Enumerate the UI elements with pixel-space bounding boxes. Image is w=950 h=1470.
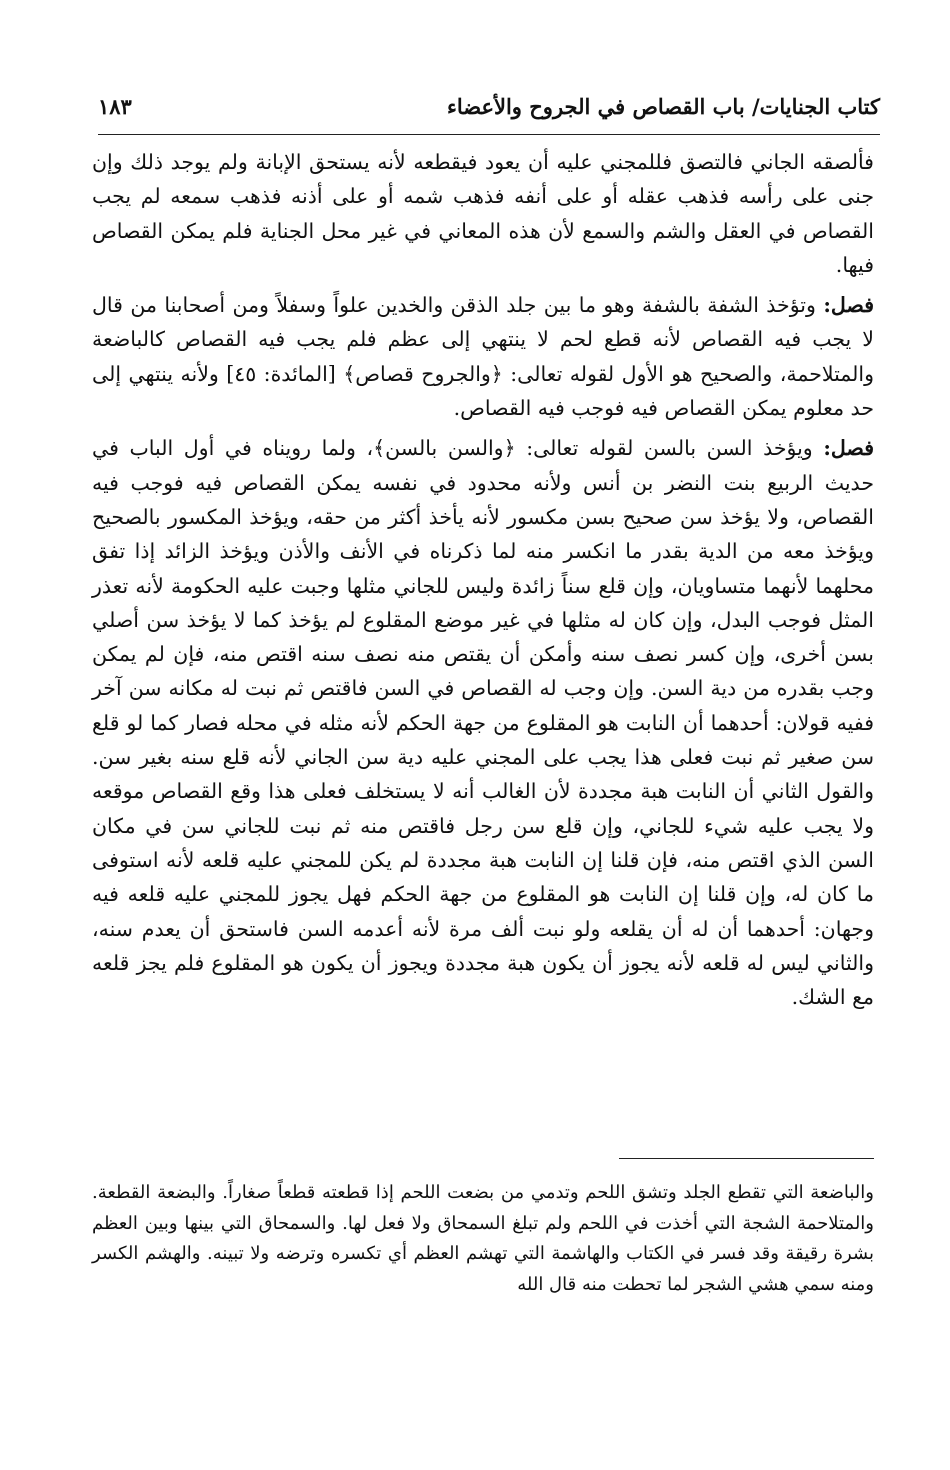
section-heading-fasl: فصل: xyxy=(823,293,874,318)
paragraph-1: فألصقه الجاني فالتصق فللمجني عليه أن يعود فيقطعه لأنه يستحق الإبانة ولم يوجد ذلك وإن جنى على رأسه فذهب عقله أو على أنفه فذهب شمه أو على أذنه فذهب سمعه لم يجب القصاص في العقل والشم والسمع لأن هذه المعاني في غير محل الجناية فلم يمكن القصاص فيها. xyxy=(92,150,874,277)
footnote-divider xyxy=(619,1158,874,1159)
page-number: ١٨٣ xyxy=(98,94,132,119)
main-text xyxy=(92,145,874,1014)
running-title: كتاب الجنايات/ باب القصاص في الجروح والأعضاء xyxy=(446,94,880,119)
paragraph-2-text: وتؤخذ الشفة بالشفة وهو ما بين جلد الذقن والخدين علواً وسفلاً ومن أصحابنا من قال لا يجب فيه القصاص لأنه قطع لحم لا ينتهي إلى عظم فلم يجب فيه القصاص كالباضعة والمتلاحمة، والصحيح هو الأول لقوله تعالى: ﴿والجروح قصاص﴾ [المائدة: ٤٥] ولأنه ينتهي إلى حد معلوم يمكن القصاص فيه فوجب فيه القصاص. xyxy=(92,293,874,421)
footnotes xyxy=(92,1178,874,1300)
page-header xyxy=(98,88,880,135)
paragraph-2 xyxy=(92,288,874,425)
section-heading-fasl: فصل: xyxy=(823,436,874,461)
paragraph-3 xyxy=(92,431,874,1014)
paragraph-3-text: ويؤخذ السن بالسن لقوله تعالى: ﴿والسن بالسن﴾، ولما رويناه في أول الباب في حديث الربيع بنت النضر بن أنس ولأنه محدود في نفسه يمكن القصاص فيه فوجب فيه القصاص، ولا يؤخذ سن صحيح بسن مكسور لأنه يأخذ أكثر من حقه، ويؤخذ المكسور بالصحيح ويؤخذ معه من الدية بقدر ما انكسر منه لما ذكرناه في الأنف والأذن ويؤخذ الزائد إذا تفق محلهما لأنهما متساويان، وإن قلع سناً زائدة وليس للجاني مثلها وجبت عليه الحكومة لأنه تعذر المثل فوجب البدل، وإن كان له مثلها في غير موضع المقلوع لم يؤخذ كما لا يؤخذ سن أصلي بسن أخرى، وإن كسر نصف سنه وأمكن أن يقتص منه نصف سنه اقتص منه، فإن لم يمكن وجب بقدره من دية السن. وإن وجب له القصاص في السن فاقتص ثم نبت له مكانه سن آخر ففيه قولان: أحدهما أن النابت هو المقلوع من جهة الحكم لأنه مثله في محله فصار كما لو قلع سن صغير ثم نبت فعلى هذا يجب على المجني عليه دية سن الجاني لأنه قلع سنه بغير سن. والقول الثاني أن النابت هبة مجددة لأن الغالب أنه لا يستخلف فعلى هذا وقع القصاص موقعه ولا يجب عليه شيء للجاني، وإن قلع سن رجل فاقتص منه ثم نبت للجاني سن في مكان السن الذي اقتص منه، فإن قلنا إن النابت هبة مجددة لم يكن للمجني عليه قلعه لأنه استوفى ما كان له، وإن قلنا إن النابت هو المقلوع من جهة الحكم فهل يجوز للمجني عليه قلعه فيه وجهان: أحدهما أن له أن يقلعه ولو نبت ألف مرة لأنه أعدمه السن فاستحق أن يعدم سنه، والثاني ليس له قلعه لأنه يجوز أن يكون هبة مجددة ويجوز أن يكون هو المقلوع فلم يجز قلعه مع الشك. xyxy=(92,436,874,1010)
footnote-text: والباضعة التي تقطع الجلد وتشق اللحم وتدمي من بضعت اللحم إذا قطعته قطعاً صغاراً. والبضعة القطعة. والمتلاحمة الشجة التي أخذت في اللحم ولم تبلغ السمحاق ولا فعل لها. والسمحاق التي بينها وبين العظم بشرة رقيقة وقد فسر في الكتاب والهاشمة التي تهشم العظم أي تكسره وترضه ولا تبينه. والهشم الكسر ومنه سمي هشي الشجر لما تحطت منه قال الله xyxy=(92,1182,874,1295)
